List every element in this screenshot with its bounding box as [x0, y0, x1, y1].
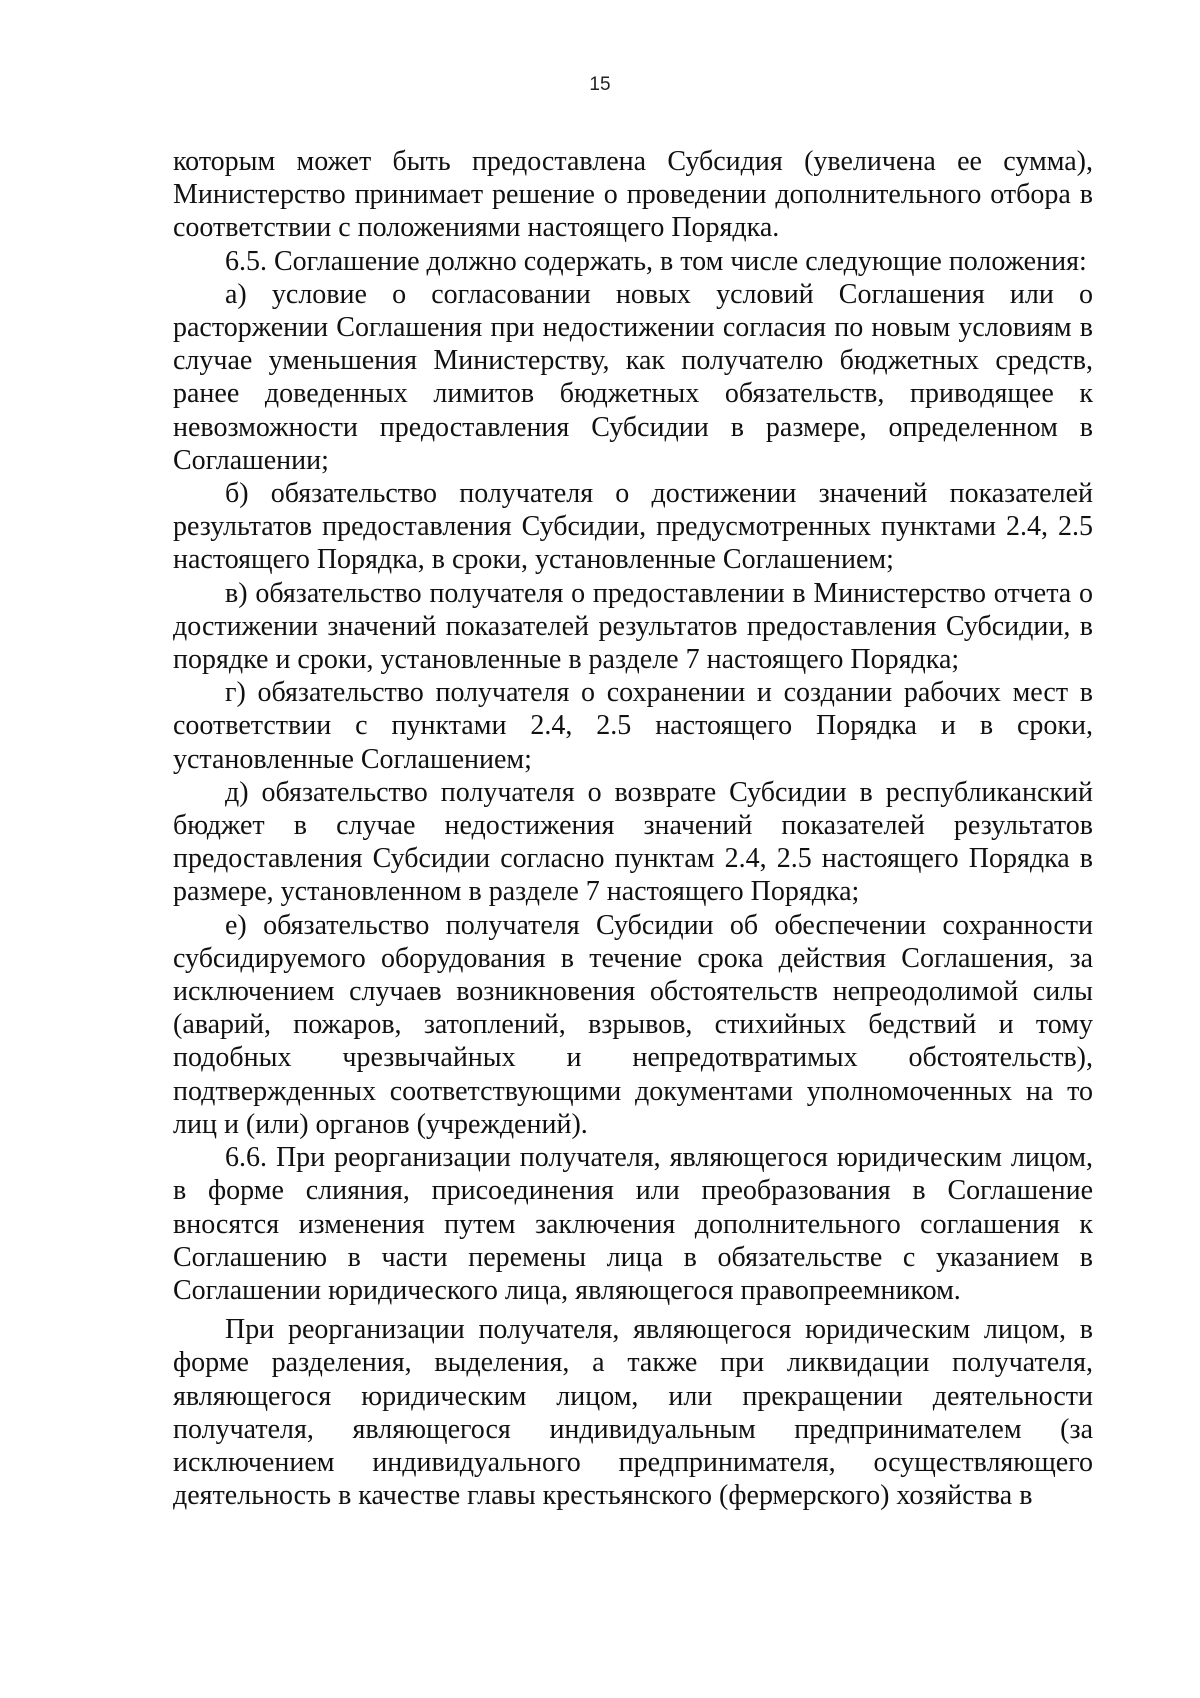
- document-body: [173, 145, 1093, 1512]
- paragraph-6-5-b: б) обязательство получателя о достижении значений показателей результатов предоставления Субсидии, предусмотренных пунктами 2.4, 2.5 настоящего Порядка, в сроки, установленные Соглашением;: [173, 478, 1093, 576]
- paragraph-6-6: 6.6. При реорганизации получателя, являющегося юридическим лицом, в форме слияния, присоединения или преобразования в Соглашение вносятся изменения путем заключения дополнительного соглашения к Соглашению в части перемены лица в обязательстве с указанием в Соглашении юридического лица, являющегося правопреемником.: [173, 1142, 1093, 1306]
- paragraph-6-5-a: а) условие о согласовании новых условий Соглашения или о расторжении Соглашения при недостижении согласия по новым условиям в случае уменьшения Министерству, как получателю бюджетных средств, ранее доведенных лимитов бюджетных обязательств, приводящее к невозможности предоставления Субсидии в размере, определенном в Соглашении;: [173, 278, 1093, 476]
- paragraph-6-6-continuation: При реорганизации получателя, являющегося юридическим лицом, в форме разделения, выделения, а также при ликвидации получателя, являющегося юридическим лицом, или прекращении деятельности получателя, являющегося индивидуальным предпринимателем (за исключением индивидуального предпринимателя, осуществляющего деятельность в качестве главы крестьянского (фермерского) хозяйства в: [173, 1314, 1093, 1512]
- paragraph-6-5: 6.5. Соглашение должно содержать, в том числе следующие положения:: [225, 245, 1087, 277]
- paragraph-6-5-v: в) обязательство получателя о предоставлении в Министерство отчета о достижении значений показателей результатов предоставления Субсидии, в порядке и сроки, установленные в разделе 7 настоящего Порядка;: [173, 577, 1093, 676]
- paragraph-6-5-g: г) обязательство получателя о сохранении и создании рабочих мест в соответствии с пунктами 2.4, 2.5 настоящего Порядка и в сроки, установленные Соглашением;: [173, 677, 1093, 775]
- paragraph-6-5-d: д) обязательство получателя о возврате Субсидии в республиканский бюджет в случае недостижения значений показателей результатов предоставления Субсидии согласно пунктам 2.4, 2.5 настоящего Порядка в размере, установленном в разделе 7 настоящего Порядка;: [173, 776, 1093, 908]
- paragraph-6-5-e: е) обязательство получателя Субсидии об обеспечении сохранности субсидируемого оборудования в течение срока действия Соглашения, за исключением случаев возникновения обстоятельств непреодолимой силы (аварий, пожаров, затоплений, взрывов, стихийных бедствий и тому подобных чрезвычайных и непредотвратимых обстоятельств), подтвержденных соответствующими документами уполномоченных на то лиц и (или) органов (учреждений).: [173, 909, 1093, 1140]
- paragraph-continuation: которым может быть предоставлена Субсидия (увеличена ее сумма), Министерство принимает решение о проведении дополнительного отбора в соответствии с положениями настоящего Порядка.: [173, 146, 1093, 244]
- page-number: 15: [589, 74, 611, 95]
